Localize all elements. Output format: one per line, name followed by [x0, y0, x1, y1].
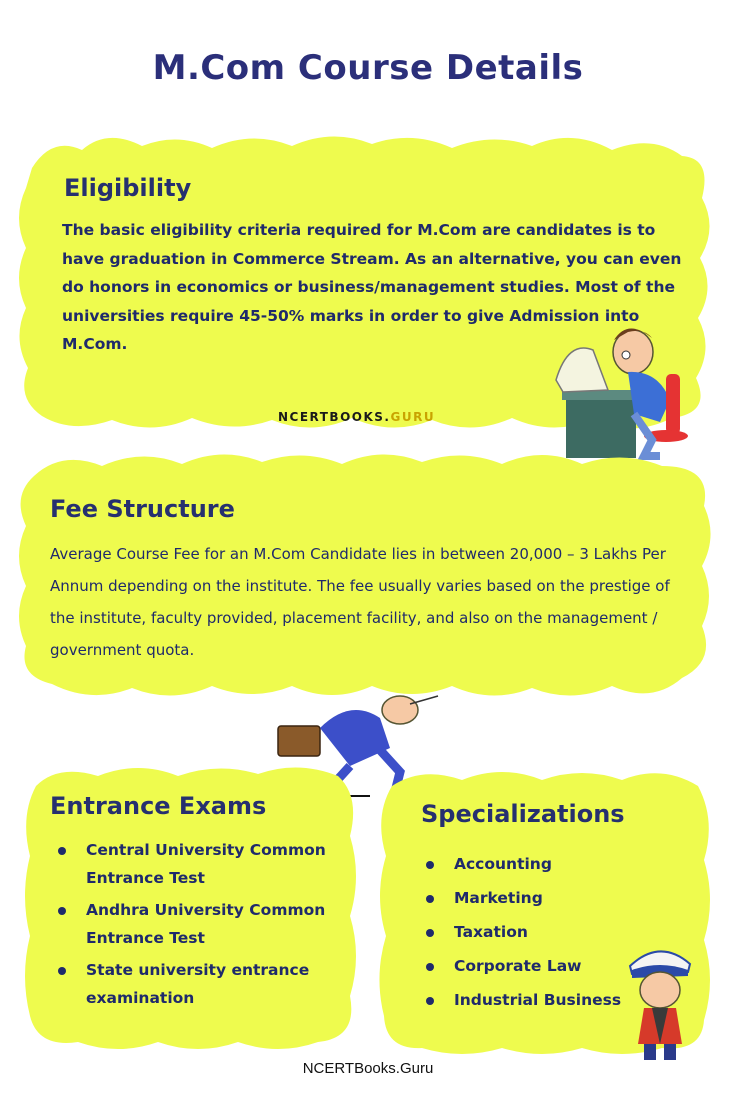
list-item: State university entrance examination [54, 956, 334, 1012]
fee-structure-body: Average Course Fee for an M.Com Candidate lies in between 20,000 – 3 Lakhs Per Annum depending on the institute. The fee usually varies based on the prestige of the institute, faculty provided, placement facility, and also on the management / government quota. [50, 545, 670, 659]
list-item: Marketing [422, 884, 642, 912]
list-item: Andhra University Common Entrance Test [54, 896, 334, 952]
fee-structure-heading: Fee Structure [50, 495, 235, 523]
eligibility-heading: Eligibility [64, 174, 192, 202]
watermark [278, 410, 435, 424]
entrance-exams-heading: Entrance Exams [50, 792, 267, 820]
computer-worker-illustration [548, 310, 700, 462]
boy-with-cap-illustration [622, 940, 698, 1064]
list-item: Central University Common Entrance Test [54, 836, 334, 892]
entrance-exams-list [54, 836, 334, 1012]
list-item: Industrial Business [422, 986, 642, 1014]
specializations-heading: Specializations [421, 800, 625, 828]
list-item: Taxation [422, 918, 642, 946]
specializations-list [422, 850, 642, 1020]
list-item: Accounting [422, 850, 642, 878]
footer: NCERTBooks.Guru [302, 1060, 434, 1077]
page-title: M.Com Course Details [152, 48, 584, 88]
eligibility-body: The basic eligibility criteria required for M.Com are candidates is to have graduation in Commerce Stream. As an alternative, you can even do honors in economics or business/management studies. Most of the universities require 45-50% marks in order to give Admission into M.Com. [62, 221, 682, 353]
list-item: Corporate Law [422, 952, 642, 980]
watermark-main: NCERTBOOKS. [278, 410, 391, 424]
watermark-accent: GURU [390, 410, 436, 424]
